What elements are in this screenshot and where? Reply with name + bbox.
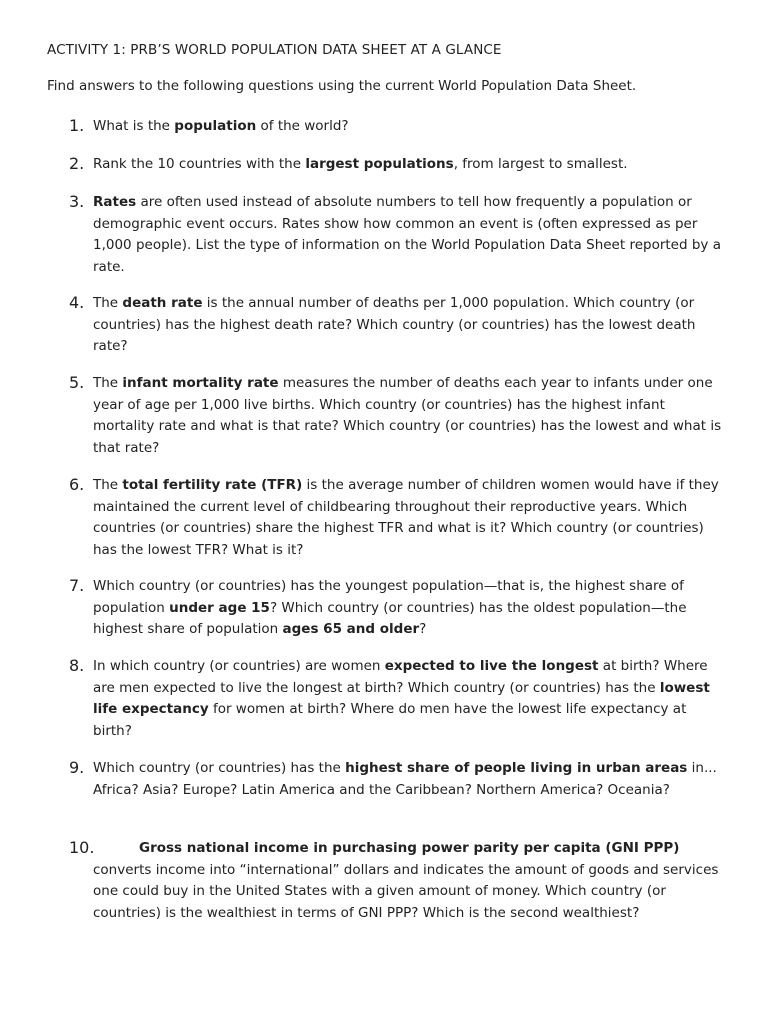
question-1: What is the population of the world? [93, 118, 349, 134]
intro-text: Find answers to the following questions using the current World Population Data Sheet. [47, 78, 637, 94]
question-8: In which country (or countries) are women expected to live the longest at birth? Where are men expected to live the longest at birth? Which country (or countries) has the lowest life expectancy for women at birth? Where do men have the lowest life expectancy at birth? [93, 658, 710, 740]
question-number: 10. [69, 838, 95, 857]
question-4: The death rate is the annual number of deaths per 1,000 population. Which country (or countries) has the highest death rate? Which country (or countries) has the lowest death rate? [93, 295, 696, 355]
page-title: ACTIVITY 1: PRB’S WORLD POPULATION DATA SHEET AT A GLANCE [47, 42, 502, 58]
question-9: Which country (or countries) has the highest share of people living in urban areas in... Africa? Asia? Europe? Latin America and the Caribbean? Northern America? Oceania? [93, 760, 717, 798]
question-2: Rank the 10 countries with the largest populations, from largest to smallest. [93, 156, 628, 172]
question-number: 5. [69, 373, 85, 392]
question-5: The infant mortality rate measures the number of deaths each year to infants under one year of age per 1,000 live births. Which country (or countries) has the highest infant mortality rate and what is that rate? Which country (or countries) has the lowest and what is that rate? [93, 375, 722, 457]
question-3: Rates are often used instead of absolute numbers to tell how frequently a population or demographic event occurs. Rates show how common an event is (often expressed as per 1,000 people). List the type of information on the World Population Data Sheet reported by a rate. [93, 194, 721, 276]
question-number: 3. [69, 192, 85, 211]
question-number: 6. [69, 475, 85, 494]
question-number: 2. [69, 154, 85, 173]
question-number: 7. [69, 576, 85, 595]
question-number: 4. [69, 293, 85, 312]
question-number: 1. [69, 116, 85, 135]
question-number: 8. [69, 656, 85, 675]
question-7: Which country (or countries) has the youngest population—that is, the highest share of population under age 15? Which country (or countries) has the oldest population—the highest share of population ages 65 and older? [93, 578, 687, 638]
question-number: 9. [69, 758, 85, 777]
question-6: The total fertility rate (TFR) is the average number of children women would have if they maintained the current level of childbearing throughout their reproductive years. Which countries (or countries) share the highest TFR and what is it? Which country (or countries) has the lowest TFR? What is it? [93, 477, 719, 559]
question-10: Gross national income in purchasing power parity per capita (GNI PPP) converts income into “international” dollars and indicates the amount of goods and services one could buy in the United States with a given amount of money. Which country (or countries) is the wealthiest in terms of GNI PPP? Which is the second wealthiest? [93, 840, 719, 922]
